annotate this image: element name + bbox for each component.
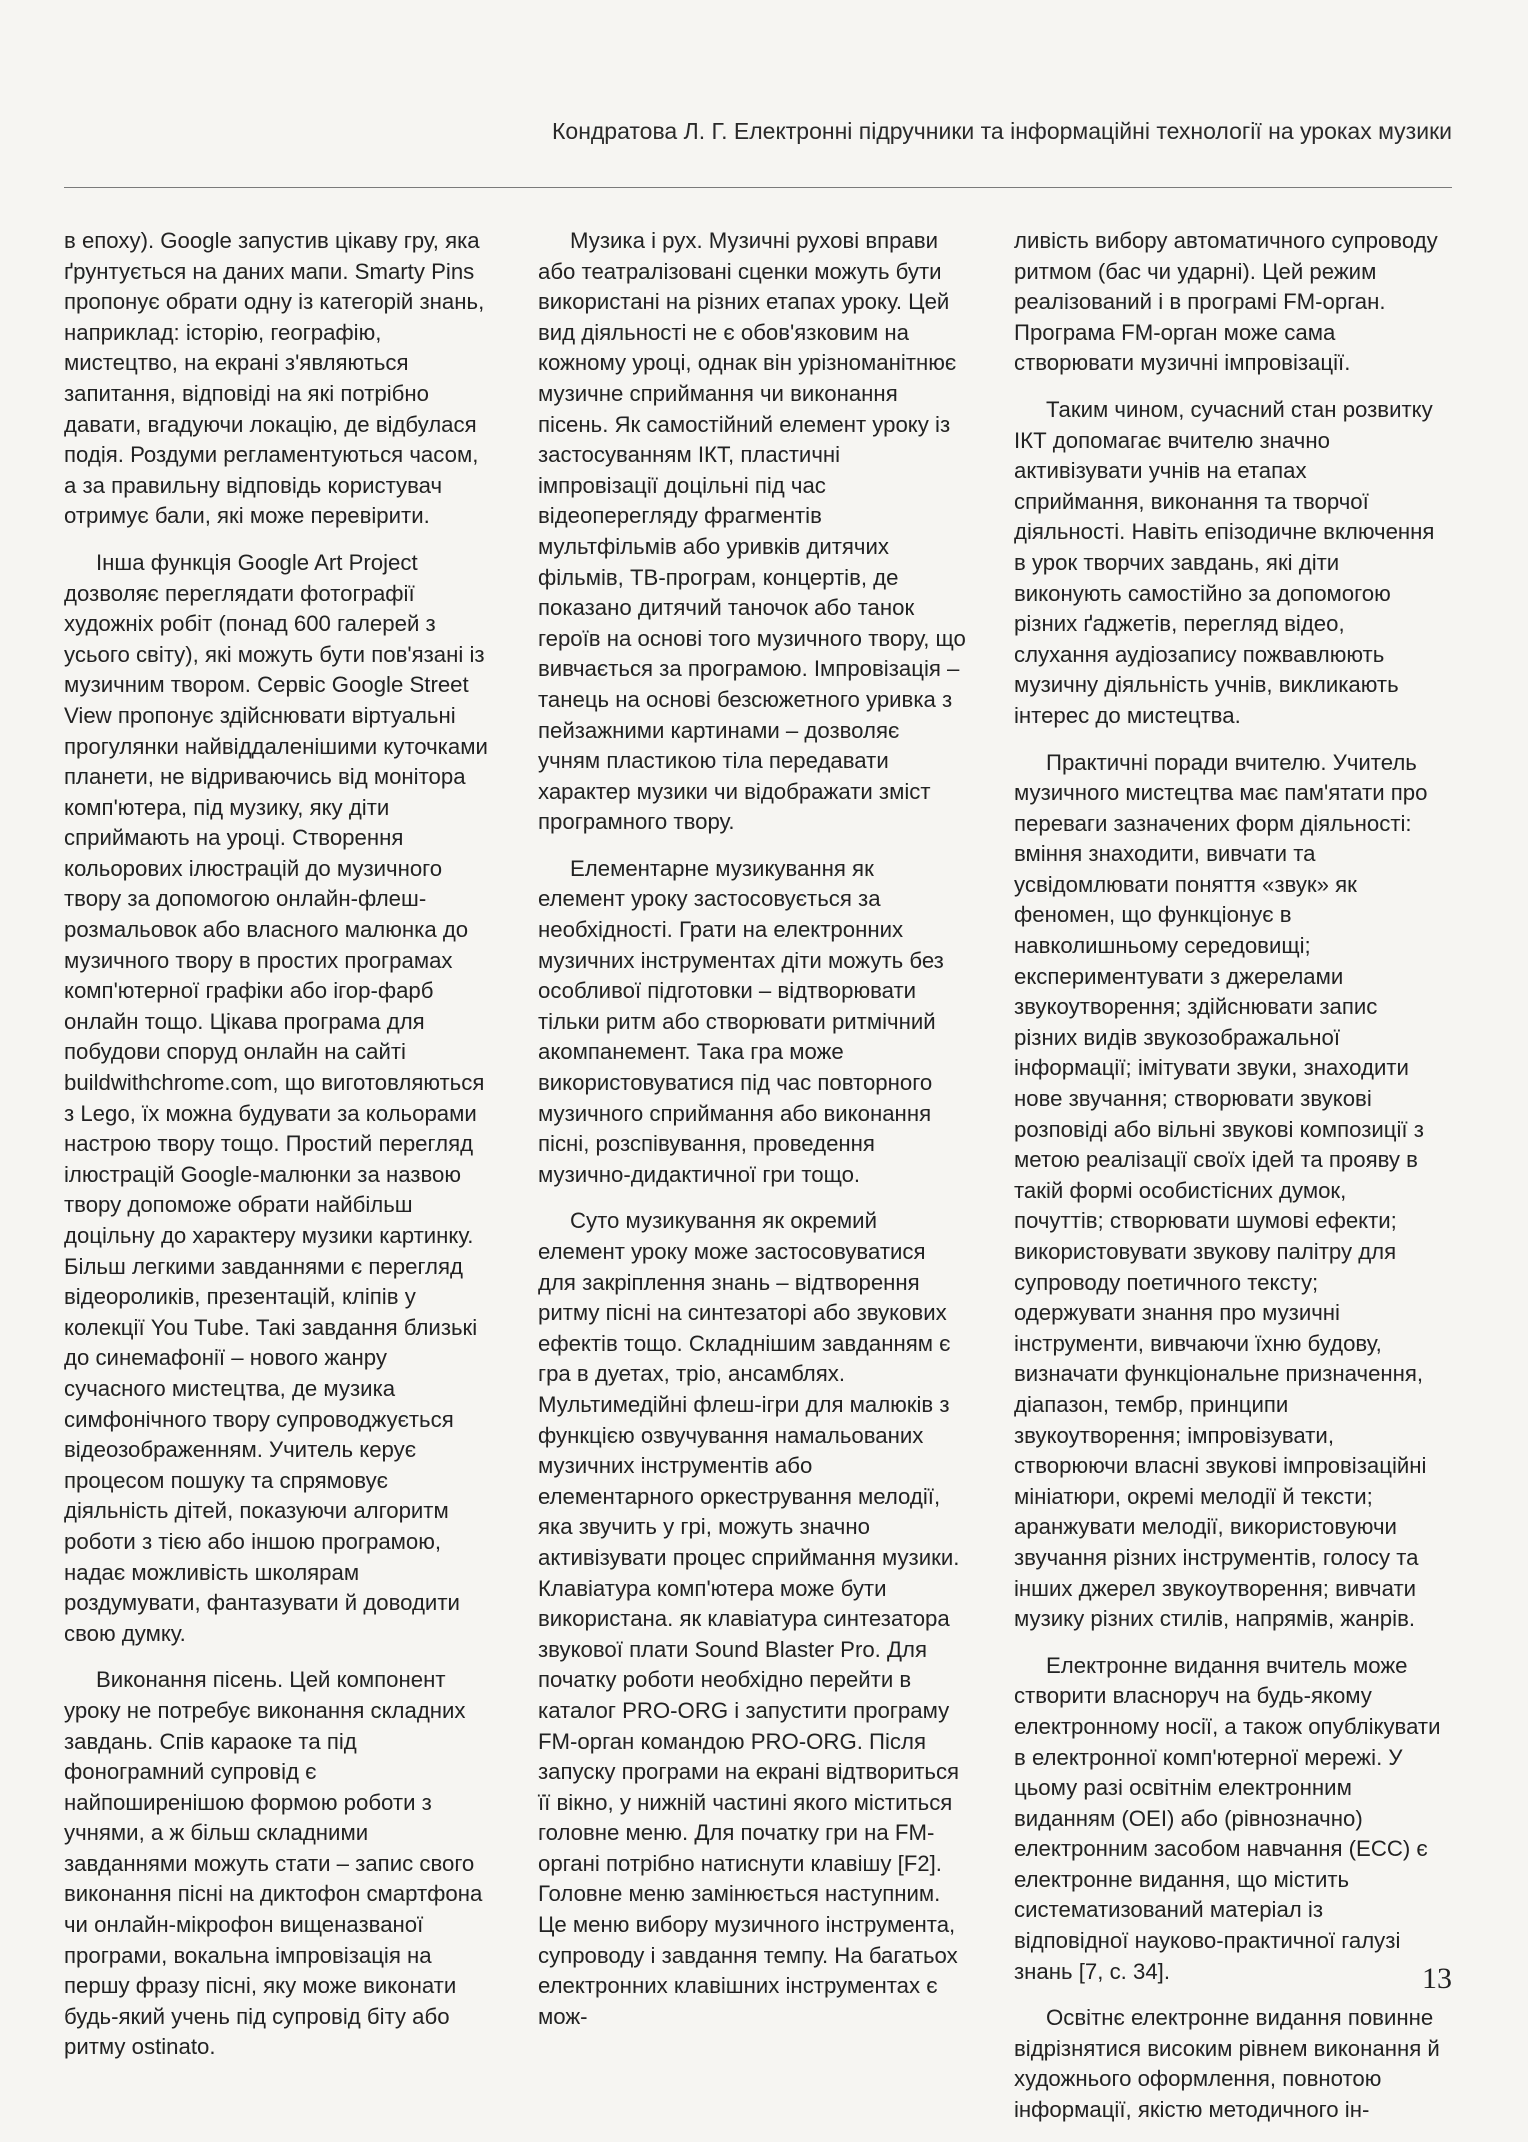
- page-number: 13: [1422, 1962, 1452, 1995]
- text-column-2: [538, 226, 966, 2048]
- running-header: Кондратова Л. Г. Електронні підручники та інформаційні технології на уроках музики: [552, 118, 1452, 144]
- paragraph: Елементарне музикування як елемент уроку застосовується за необхідності. Грати на електронних музичних інструментах діти можуть без особливої підготовки – відтворювати тільки ритм або створювати ритмічний акомпанемент. Така гра може використовуватися під час повторного музичного сприймання або виконання пісні, розспівування, проведення музично-дидактичної гри тощо.: [538, 855, 944, 1187]
- paragraph: Освітнє електронне видання повинне відрізнятися високим рівнем виконання й художнього оформлення, повнотою інформації, якістю методичного ін-: [1014, 2005, 1440, 2123]
- text-column-3: [1014, 226, 1442, 2142]
- paragraph: Музика і рух. Музичні рухові вправи або театралізовані сценки можуть бути використані на різних етапах уроку. Цей вид діяльності не є обов'язковим на кожному уроці, однак він урізноманітнює музичне сприймання чи виконання пісень. Як самостійний елемент уроку із застосуванням ІКТ, пластичні імпровізації доцільні під час відеоперегляду фрагментів мультфільмів або уривків дитячих фільмів, ТВ-програм, концертів, де показано дитячий таночок або танок героїв на основі того музичного твору, що вивчається за програмою. Імпровізація – танець на основі безсюжетного уривка з пейзажними картинами – дозволяє учням пластикою тіла передавати характер музики чи відображати зміст програмного твору.: [538, 228, 966, 835]
- paragraph: Таким чином, сучасний стан розвитку ІКТ допомагає вчителю значно активізувати учнів на етапах сприймання, виконання та творчої діяльності. Навіть епізодичне включення в урок творчих завдань, які діти виконують самостійно за допомогою різних ґаджетів, перегляд відео, слухання аудіозапису пожвавлюють музичну діяльність учнів, викликають інтерес до мистецтва.: [1014, 396, 1435, 728]
- paragraph: Практичні поради вчителю. Учитель музичного мистецтва має пам'ятати про переваги зазначених форм діяльності: вміння знаходити, вивчати та усвідомлювати поняття «звук» як феномен, що функціонує в навколишньому середовищі; експериментувати з джерелами звукоутворення; здійснювати запис різних видів звукозображальної інформації; імітувати звуки, знаходити нове звучання; створювати звукові розповіді або вільні звукові композиції з метою реалізації своїх ідей та прояву в такій формі особистісних думок, почуттів; створювати шумові ефекти; використовувати звукову палітру для супроводу поетичного тексту; одержувати знання про музичні інструменти, вивчаючи їхню будову, визначати функціональне призначення, діапазон, тембр, принципи звукоутворення; імпровізувати, створюючи власні звукові імпровізаційні мініатюри, окремі мелодії й тексти; аранжувати мелодії, використовуючи звучання різних інструментів, голосу та інших джерел звукоутворення; вивчати музику різних стилів, напрямів, жанрів.: [1014, 749, 1428, 1632]
- paragraph: ливість вибору автоматичного супроводу ритмом (бас чи ударні). Цей режим реалізований і в програмі FM-орган. Програма FM-орган може сама створювати музичні імпровізації.: [1014, 228, 1438, 376]
- paragraph: Суто музикування як окремий елемент уроку може застосовуватися для закріплення знань – відтворення ритму пісні на синтезаторі або звукових ефектів тощо. Складнішим завданням є гра в дуетах, тріо, ансамблях. Мультимедійні флеш-ігри для малюків з функцією озвучування намальованих музичних інструментів або елементарного оркестрування мелодії, яка звучить у грі, можуть значно активізувати процес сприймання музики. Клавіатура комп'ютера може бути використана. як клавіатура синтезатора звукової плати Sound Blaster Pro. Для початку роботи необхідно перейти в каталог PRO-ORG і запустити програму FM-орган командою PRO-ORG. Після запуску програми на екрані відтвориться її вікно, у нижній частині якого міститься головне меню. Для початку гри на FM-органі потрібно натиснути клавішу [F2]. Головне меню замінюється наступним. Це меню вибору музичного інструмента, супроводу і завдання темпу. На багатьох електронних клавішних інструментах є мож-: [538, 1208, 960, 2029]
- paragraph: Виконання пісень. Цей компонент уроку не потребує виконання складних завдань. Спів караоке та під фонограмний супровід є найпоширенішою формою роботи з учнями, а ж більш складними завданнями можуть стати – запис свого виконання пісні на диктофон смартфона чи онлайн-мікрофон вищеназваної програми, вокальна імпровізація на першу фразу пісні, яку може виконати будь-який учень під супровід біту або ритму ostinato.: [64, 1667, 483, 2060]
- paragraph: в епоху). Google запустив цікаву гру, яка ґрунтується на даних мапи. Smarty Pins пропонує обрати одну із категорій знань, наприклад: історію, географію, мистецтво, на екрані з'являються запитання, відповіді на які потрібно давати, вгадуючи локацію, де відбулася подія. Роздуми регламентуються часом, а за правильну відповідь користувач отримує бали, які може перевірити.: [64, 228, 485, 529]
- paragraph: Інша функція Google Art Project дозволяє переглядати фотографії художніх робіт (понад 600 галерей з усього світу), які можуть бути пов'язані із музичним твором. Сервіс Google Street View пропонує здійснювати віртуальні прогулянки найвіддаленішими куточками планети, не відриваючись від монітора комп'ютера, під музику, яку діти сприймають на уроці. Створення кольорових ілюстрацій до музичного твору за допомогою онлайн-флеш-розмальовок або власного малюнка до музичного твору в простих програмах комп'ютерної графіки або ігор-фарб онлайн тощо. Цікава програма для побудови споруд онлайн на сайті buildwithchrome.com, що виготовляються з Lego, їх можна будувати за кольорами настрою твору тощо. Простий перегляд ілюстрацій Google-малюнки за назвою твору допоможе обрати найбільш доцільну до характеру музики картинку. Більш легкими завданнями є перегляд відеороликів, презентацій, кліпів у колекції You Tube. Такі завдання близькі до синемафонії – нового жанру сучасного мистецтва, де музика симфонічного твору супроводжується відеозображенням. Учитель керує процесом пошуку та спрямовує діяльність дітей, показуючи алгоритм роботи з тією або іншою програмою, надає можливість школярам роздумувати, фантазувати й доводити свою думку.: [64, 549, 488, 1646]
- text-column-1: [64, 226, 492, 2079]
- paragraph: Електронне видання вчитель може створити власноруч на будь-якому електронному носії, а також опублікувати в електронної комп'ютерної мережі. У цьому разі освітнім електронним виданням (OEI) або (рівнозначно) електронним засобом навчання (ЕСС) є електронне видання, що містить систематизований матеріал із відповідної науково-практичної галузі знань [7, с. 34].: [1014, 1652, 1441, 1984]
- header-rule: [64, 187, 1452, 188]
